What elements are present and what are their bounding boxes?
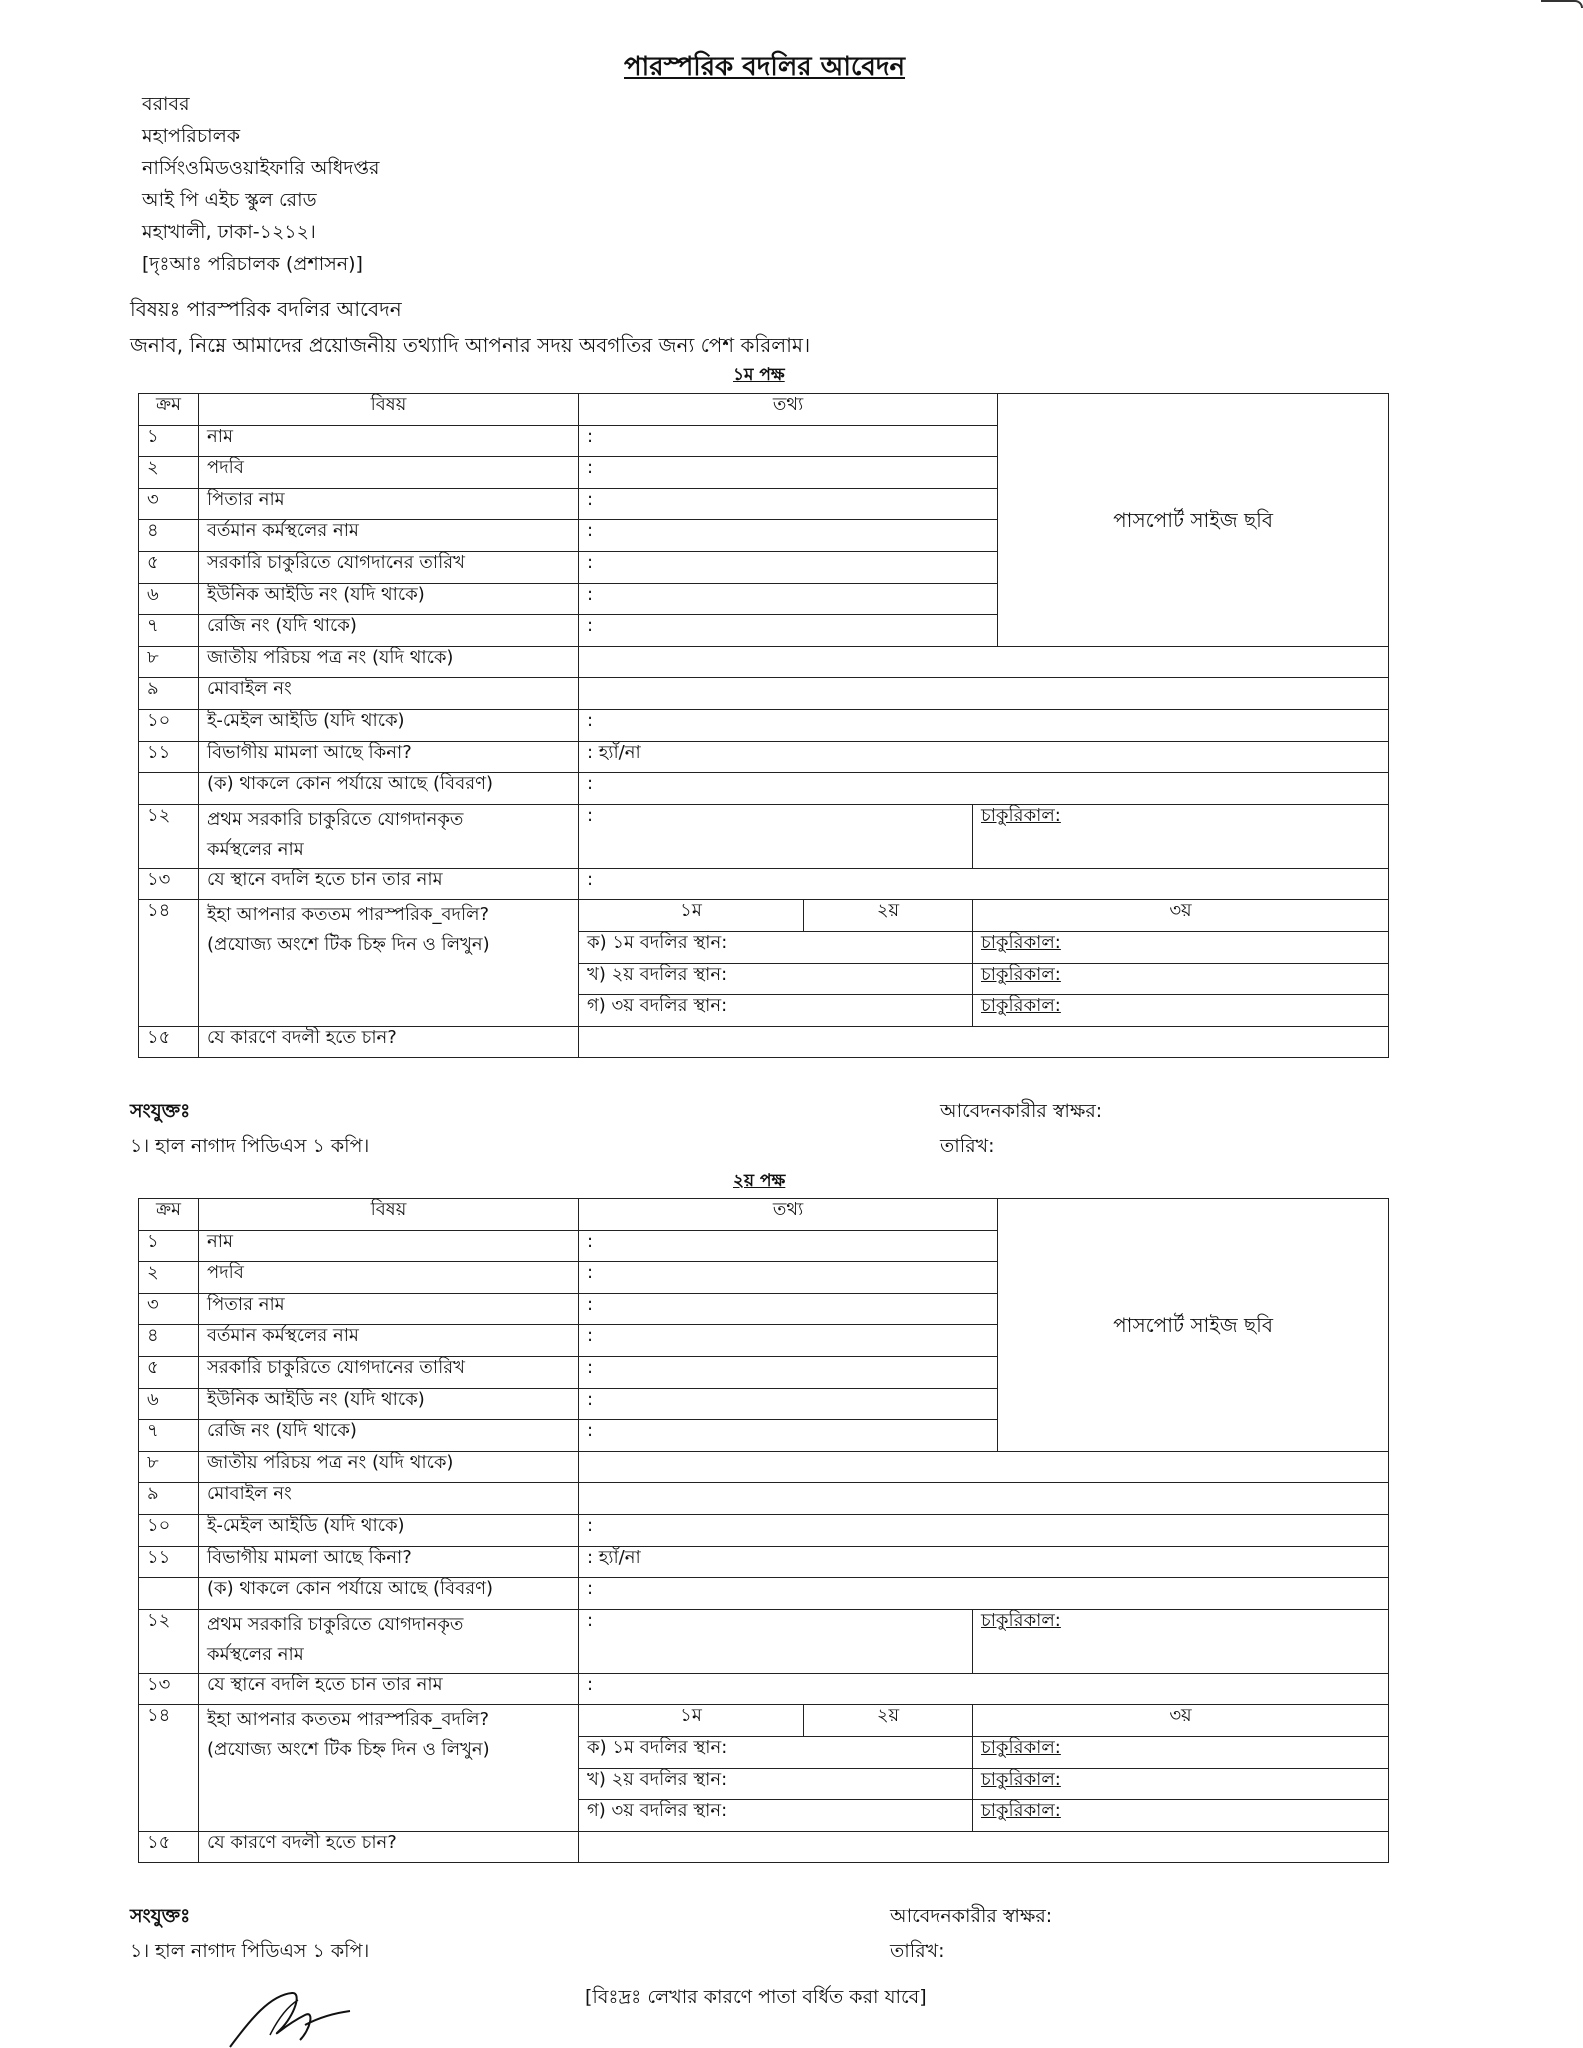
address-line: নার্সিংওমিডওয়াইফারি অধিদপ্তর (142, 157, 380, 179)
field-first-tenure[interactable]: চাকুরিকাল: (973, 804, 1389, 868)
table-row (139, 868, 1389, 900)
row-label-part: (প্রযোজ্য অংশে টিক চিহ্ন দিন ও লিখুন) (207, 1739, 490, 1761)
row-label (199, 900, 579, 1026)
field-father-name[interactable]: : (579, 1293, 998, 1325)
field-transfer-reason[interactable] (579, 1026, 1389, 1058)
row-number: ১ (139, 1230, 199, 1262)
field-first-workplace[interactable]: : (579, 804, 973, 868)
row-label (199, 1705, 579, 1831)
row-number: ৬ (139, 583, 199, 615)
field-transfer-reason[interactable] (579, 1831, 1389, 1863)
field-father-name[interactable]: : (579, 488, 998, 520)
table-row (139, 1578, 1389, 1610)
row-number: ৩ (139, 488, 199, 520)
passport-photo-box[interactable]: পাসপোর্ট সাইজ ছবি (998, 394, 1389, 647)
table-header-row (139, 1199, 1389, 1231)
table-row (139, 1705, 1389, 1737)
row-label: মোবাইল নং (199, 1483, 579, 1515)
party1-heading: ১ম পক্ষ (733, 365, 785, 385)
row-number: ৬ (139, 1388, 199, 1420)
row-number: ৭ (139, 615, 199, 647)
row-label-part: ইহা আপনার কততম পারস্পরিক_বদলি? (207, 1709, 490, 1731)
date-label: তারিখ: (890, 1940, 945, 1962)
row-label: ইউনিক আইডি নং (যদি থাকে) (199, 583, 579, 615)
row-label: জাতীয় পরিচয় পত্র নং (যদি থাকে) (199, 1451, 579, 1483)
row-number: ১৪ (139, 1705, 199, 1831)
table-row (139, 804, 1389, 868)
field-transfer-tenure-3[interactable]: চাকুরিকাল: (973, 1800, 1389, 1832)
row-label (199, 804, 579, 868)
field-name[interactable]: : (579, 425, 998, 457)
attachment-item: ১। হাল নাগাদ পিডিএস ১ কপি। (130, 1135, 370, 1157)
row-label: যে স্থানে বদলি হতে চান তার নাম (199, 868, 579, 900)
footnote: [বিঃদ্রঃ লেখার কারণে পাতা বর্ধিত করা যাবে] (585, 1986, 927, 2008)
address-line: আই পি এইচ স্কুল রোড (142, 189, 317, 211)
address-line: মহাপরিচালক (142, 125, 241, 147)
field-first-workplace[interactable]: : (579, 1609, 973, 1673)
table-row (139, 1483, 1389, 1515)
party1-form-table (138, 393, 1389, 1058)
field-desired-place[interactable]: : (579, 1673, 1389, 1705)
attachment-item: ১। হাল নাগাদ পিডিএস ১ কপি। (130, 1940, 370, 1962)
table-row (139, 646, 1389, 678)
row-number: ৯ (139, 678, 199, 710)
field-transfer-tenure-2[interactable]: চাকুরিকাল: (973, 1768, 1389, 1800)
attachment-label: সংযুক্তঃ (130, 1100, 191, 1122)
row-label-part: প্রথম সরকারি চাকুরিতে যোগদানকৃত (207, 1613, 464, 1635)
row-number: ১২ (139, 804, 199, 868)
field-current-workplace[interactable]: : (579, 520, 998, 552)
option-3rd[interactable]: ৩য় (973, 1705, 1389, 1737)
header-serial: ক্রম (139, 1199, 199, 1231)
applicant-signature-label: আবেদনকারীর স্বাক্ষর: (890, 1905, 1053, 1927)
row-number: ১১ (139, 1546, 199, 1578)
row-label: পিতার নাম (199, 488, 579, 520)
row-label: নাম (199, 1230, 579, 1262)
field-transfer-place-1[interactable]: ক) ১ম বদলির স্থান: (579, 931, 973, 963)
field-designation[interactable]: : (579, 1262, 998, 1294)
field-name[interactable]: : (579, 1230, 998, 1262)
address-line: বরাবর (142, 93, 190, 115)
party2-heading: ২য় পক্ষ (733, 1171, 786, 1191)
address-line: [দৃঃআঃ পরিচালক (প্রশাসন)] (142, 253, 363, 275)
table-row (139, 741, 1389, 773)
row-label: রেজি নং (যদি থাকে) (199, 1420, 579, 1452)
field-joining-date[interactable]: : (579, 551, 998, 583)
page-title: পারস্পরিক বদলির আবেদন (624, 52, 906, 82)
field-transfer-place-1[interactable]: ক) ১ম বদলির স্থান: (579, 1736, 973, 1768)
field-transfer-tenure-3[interactable]: চাকুরিকাল: (973, 995, 1389, 1027)
field-transfer-place-2[interactable]: খ) ২য় বদলির স্থান: (579, 1768, 973, 1800)
date-label: তারিখ: (940, 1135, 995, 1157)
field-email[interactable]: : (579, 1514, 1389, 1546)
field-joining-date[interactable]: : (579, 1356, 998, 1388)
row-label: রেজি নং (যদি থাকে) (199, 615, 579, 647)
option-2nd[interactable]: ২য় (804, 1705, 973, 1737)
row-number: ১৫ (139, 1831, 199, 1863)
row-number: ৪ (139, 520, 199, 552)
row-number: ১৩ (139, 868, 199, 900)
field-mobile[interactable] (579, 1483, 1389, 1515)
header-subject: বিষয় (199, 394, 579, 426)
row-label: মোবাইল নং (199, 678, 579, 710)
table-row (139, 900, 1389, 932)
table-row (139, 1609, 1389, 1673)
field-desired-place[interactable]: : (579, 868, 1389, 900)
row-label: বর্তমান কর্মস্থলের নাম (199, 520, 579, 552)
row-label-part: কর্মস্থলের নাম (207, 1643, 304, 1665)
row-number: ২ (139, 457, 199, 489)
field-transfer-tenure-1[interactable]: চাকুরিকাল: (973, 1736, 1389, 1768)
row-number: ৮ (139, 646, 199, 678)
field-unique-id[interactable]: : (579, 1388, 998, 1420)
row-label: বর্তমান কর্মস্থলের নাম (199, 1325, 579, 1357)
passport-photo-box[interactable]: পাসপোর্ট সাইজ ছবি (998, 1199, 1389, 1452)
table-row (139, 1673, 1389, 1705)
row-number: ৭ (139, 1420, 199, 1452)
table-row (139, 1451, 1389, 1483)
row-number: ১৩ (139, 1673, 199, 1705)
field-designation[interactable]: : (579, 457, 998, 489)
row-number: ১২ (139, 1609, 199, 1673)
field-first-tenure[interactable]: চাকুরিকাল: (973, 1609, 1389, 1673)
row-label: জাতীয় পরিচয় পত্র নং (যদি থাকে) (199, 646, 579, 678)
field-reg-no[interactable]: : (579, 615, 998, 647)
row-number: ৪ (139, 1325, 199, 1357)
table-row (139, 1026, 1389, 1058)
field-nid[interactable] (579, 646, 1389, 678)
row-number: ১০ (139, 1514, 199, 1546)
option-1st[interactable]: ১ম (579, 1705, 804, 1737)
row-label-part: প্রথম সরকারি চাকুরিতে যোগদানকৃত (207, 808, 464, 830)
table-row (139, 773, 1389, 805)
row-label: বিভাগীয় মামলা আছে কিনা? (199, 1546, 579, 1578)
row-number: ১০ (139, 709, 199, 741)
table-row (139, 1831, 1389, 1863)
table-header-row (139, 394, 1389, 426)
row-label: যে স্থানে বদলি হতে চান তার নাম (199, 1673, 579, 1705)
row-label: পিতার নাম (199, 1293, 579, 1325)
field-email[interactable]: : (579, 709, 1389, 741)
row-label: বিভাগীয় মামলা আছে কিনা? (199, 741, 579, 773)
row-number: ৫ (139, 1356, 199, 1388)
field-transfer-place-2[interactable]: খ) ২য় বদলির স্থান: (579, 963, 973, 995)
table-row (139, 1546, 1389, 1578)
field-dept-case[interactable]: : হ্যাঁ/না (579, 1546, 1389, 1578)
row-label: সরকারি চাকুরিতে যোগদানের তারিখ (199, 1356, 579, 1388)
row-number-empty (139, 773, 199, 805)
header-info: তথ্য (579, 1199, 998, 1231)
row-label: সরকারি চাকুরিতে যোগদানের তারিখ (199, 551, 579, 583)
row-label: নাম (199, 425, 579, 457)
salutation-line: জনাব, নিম্নে আমাদের প্রয়োজনীয় তথ্যাদি আপনার সদয় অবগতির জন্য পেশ করিলাম। (130, 333, 811, 357)
header-info: তথ্য (579, 394, 998, 426)
row-number: ৯ (139, 1483, 199, 1515)
option-3rd[interactable]: ৩য় (973, 900, 1389, 932)
row-number: ২ (139, 1262, 199, 1294)
field-transfer-tenure-2[interactable]: চাকুরিকাল: (973, 963, 1389, 995)
field-transfer-tenure-1[interactable]: চাকুরিকাল: (973, 931, 1389, 963)
field-case-details[interactable]: : (579, 773, 1389, 805)
row-label-part: (প্রযোজ্য অংশে টিক চিহ্ন দিন ও লিখুন) (207, 934, 490, 956)
header-serial: ক্রম (139, 394, 199, 426)
attachment-label: সংযুক্তঃ (130, 1905, 191, 1927)
field-unique-id[interactable]: : (579, 583, 998, 615)
row-label: ইউনিক আইডি নং (যদি থাকে) (199, 1388, 579, 1420)
option-2nd[interactable]: ২য় (804, 900, 973, 932)
row-number: ৫ (139, 551, 199, 583)
row-label-part: ইহা আপনার কততম পারস্পরিক_বদলি? (207, 904, 490, 926)
field-nid[interactable] (579, 1451, 1389, 1483)
field-transfer-place-3[interactable]: গ) ৩য় বদলির স্থান: (579, 995, 973, 1027)
table-row (139, 1514, 1389, 1546)
applicant-signature-label: আবেদনকারীর স্বাক্ষর: (940, 1100, 1103, 1122)
table-row (139, 678, 1389, 710)
row-number: ১৪ (139, 900, 199, 1026)
row-label: (ক) থাকলে কোন পর্যায়ে আছে (বিবরণ) (199, 773, 579, 805)
field-mobile[interactable] (579, 678, 1389, 710)
table-row (139, 709, 1389, 741)
field-reg-no[interactable]: : (579, 1420, 998, 1452)
header-subject: বিষয় (199, 1199, 579, 1231)
row-number: ১ (139, 425, 199, 457)
field-case-details[interactable]: : (579, 1578, 1389, 1610)
row-number: ৮ (139, 1451, 199, 1483)
row-number-empty (139, 1578, 199, 1610)
row-label: (ক) থাকলে কোন পর্যায়ে আছে (বিবরণ) (199, 1578, 579, 1610)
row-number: ১৫ (139, 1026, 199, 1058)
field-dept-case[interactable]: : হ্যাঁ/না (579, 741, 1389, 773)
row-label (199, 1609, 579, 1673)
row-number: ১১ (139, 741, 199, 773)
field-current-workplace[interactable]: : (579, 1325, 998, 1357)
subject-line: বিষয়ঃ পারস্পরিক বদলির আবেদন (130, 297, 402, 321)
row-number: ৩ (139, 1293, 199, 1325)
row-label: পদবি (199, 1262, 579, 1294)
row-label: যে কারণে বদলী হতে চান? (199, 1831, 579, 1863)
row-label-part: কর্মস্থলের নাম (207, 838, 304, 860)
option-1st[interactable]: ১ম (579, 900, 804, 932)
handwritten-signature-icon (210, 1985, 360, 2048)
party2-form-table (138, 1198, 1389, 1863)
address-line: মহাখালী, ঢাকা-১২১২। (142, 221, 316, 243)
row-label: ই-মেইল আইডি (যদি থাকে) (199, 1514, 579, 1546)
row-label: যে কারণে বদলী হতে চান? (199, 1026, 579, 1058)
row-label: ই-মেইল আইডি (যদি থাকে) (199, 709, 579, 741)
field-transfer-place-3[interactable]: গ) ৩য় বদলির স্থান: (579, 1800, 973, 1832)
row-label: পদবি (199, 457, 579, 489)
page-corner (1541, 0, 1583, 8)
